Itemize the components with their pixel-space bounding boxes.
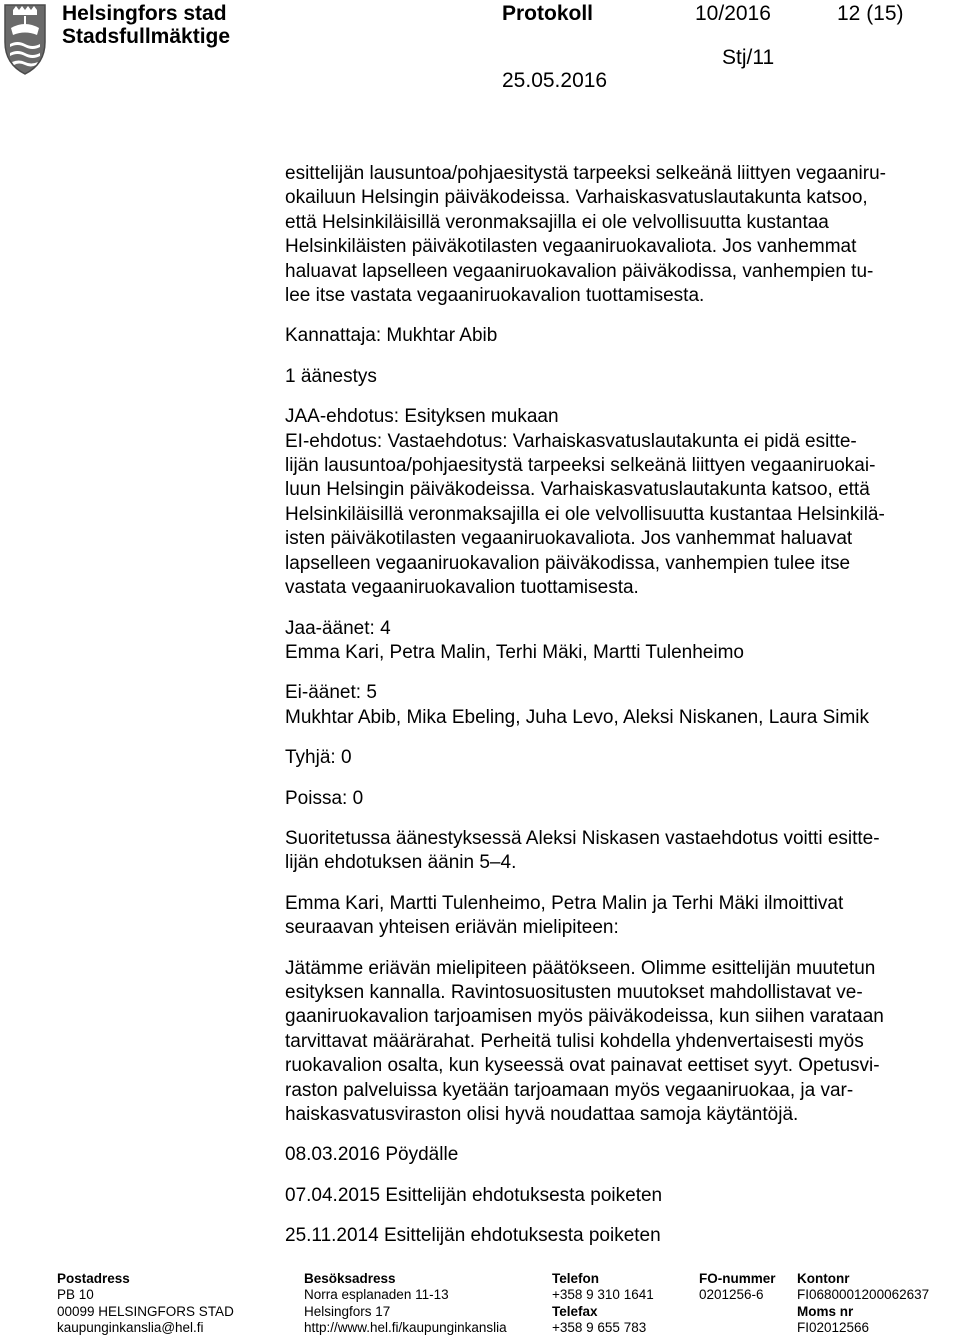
text-line: lee itse vastata vegaaniruokavalion tuottamisesta. <box>285 285 705 307</box>
text-line: esityksen kannalla. Ravintosuositusten muutokset mahdollistavat ve- <box>285 981 863 1003</box>
text-line: Helsinkiläisillä veronmaksajilla ei ole velvollisuutta kustantaa Helsinkilä- <box>285 503 885 525</box>
footer-label: Moms nr <box>797 1303 854 1319</box>
footer-account <box>797 1271 929 1337</box>
text-line: Helsinkiläisten päiväkotilasten vegaaniruokavaliota. Jos vanhemmat <box>285 236 857 258</box>
text-line: EI-ehdotus: Vastaehdotus: Varhaiskasvatuslautakunta ei pidä esitte- <box>285 430 857 452</box>
text-line: okailuun Helsingin päiväkodeissa. Varhaiskasvatuslautakunta katsoo, <box>285 187 868 209</box>
text-line: Jätämme eriävän mielipiteen päätökseen. Olimme esittelijän muutetun <box>285 957 876 979</box>
text-line: vastata vegaaniruokavalion tuottamisesta. <box>285 577 639 599</box>
footer-label: Postadress <box>57 1271 130 1286</box>
text-line: Suoritetussa äänestyksessä Aleksi Niskasen vastaehdotus voitti esitte- <box>285 827 880 849</box>
text-line: isten päiväkotilasten vegaaniruokavaliota. Jos vanhemmat haluavat <box>285 528 853 550</box>
dissent-statement <box>285 957 945 1128</box>
org-name: Helsingfors stad <box>62 2 227 25</box>
doc-number: 10/2016 <box>695 2 771 25</box>
footer-website: http://www.hel.fi/kaupunginkanslia <box>304 1320 507 1336</box>
footer-postal <box>57 1271 234 1337</box>
history-item: 08.03.2016 Pöydälle <box>285 1144 459 1166</box>
footer-label: Telefax <box>552 1303 598 1319</box>
ei-voters: Mukhtar Abib, Mika Ebeling, Juha Levo, Aleksi Niskanen, Laura Simik <box>285 706 870 728</box>
section-code: Stj/11 <box>722 46 775 69</box>
footer-phone <box>552 1271 654 1337</box>
vote-result <box>285 827 945 876</box>
text-line: Emma Kari, Martti Tulenheimo, Petra Malin ja Terhi Mäki ilmoittivat <box>285 892 844 914</box>
footer-value: Helsingfors 17 <box>304 1303 391 1319</box>
footer-fo <box>699 1271 776 1304</box>
org-unit: Stadsfullmäktige <box>62 25 231 48</box>
footer-value: FI02012566 <box>797 1320 870 1336</box>
text-line: lijän ehdotuksen äänin 5–4. <box>285 852 517 874</box>
ei-proposal <box>285 430 945 601</box>
text-line: gaaniruokavalion tarjoamisen myös päiväkodeissa, kun siihen varataan <box>285 1006 884 1028</box>
text-line: tarvittavat määrärahat. Perheitä tulisi kohdella yhdenvertaisesti myös <box>285 1030 864 1052</box>
footer-label: Besöksadress <box>304 1271 396 1286</box>
history-item: 25.11.2014 Esittelijän ehdotuksesta poiketen <box>285 1225 661 1247</box>
jaa-votes-label: Jaa-äänet: 4 <box>285 617 391 639</box>
meeting-date: 25.05.2016 <box>502 69 608 92</box>
text-line: raston palveluissa kyetään tarjoamaan myös vegaaniruokaa, ja var- <box>285 1079 854 1101</box>
footer-visit <box>304 1271 507 1337</box>
footer-value: Norra esplanaden 11-13 <box>304 1287 449 1303</box>
dissent-intro <box>285 892 945 941</box>
page-footer <box>0 1271 960 1337</box>
text-line: haiskasvatusviraston olisi hyvä noudattaa samoja käytäntöjä. <box>285 1104 799 1125</box>
footer-label: Telefon <box>552 1271 599 1286</box>
absent-votes: Poissa: 0 <box>285 787 364 809</box>
text-line: haluavat lapselleen vegaaniruokavalion päiväkodissa, vanhempien tu- <box>285 260 874 282</box>
footer-value: +358 9 655 783 <box>552 1320 647 1336</box>
text-line: luun Helsingin päiväkodeissa. Varhaiskasvatuslautakunta katsoo, että <box>285 479 870 501</box>
helsinki-coat-of-arms-icon <box>2 2 48 76</box>
vote-title: 1 äänestys <box>285 365 377 387</box>
footer-value: FI0680001200062637 <box>797 1287 930 1303</box>
jaa-proposal: JAA-ehdotus: Esityksen mukaan <box>285 406 559 428</box>
text-line: esittelijän lausuntoa/pohjaesitystä tarpeeksi selkeänä liittyen vegaaniru- <box>285 163 886 184</box>
paragraph-background <box>285 162 945 308</box>
doc-type: Protokoll <box>502 2 594 25</box>
footer-label: Kontonr <box>797 1271 850 1286</box>
footer-value: 0201256-6 <box>699 1287 764 1303</box>
text-line: että Helsinkiläisillä veronmaksajilla ei ole velvollisuutta kustantaa <box>285 211 829 233</box>
blank-votes: Tyhjä: 0 <box>285 747 352 769</box>
footer-value: 00099 HELSINGFORS STAD <box>57 1303 234 1319</box>
footer-email: kaupunginkanslia@hel.fi <box>57 1320 204 1336</box>
document-body <box>285 162 945 1249</box>
text-line: lijän lausuntoa/pohjaesitystä tarpeeksi selkeänä liittyen vegaaniruokai- <box>285 455 876 477</box>
footer-value: PB 10 <box>57 1287 94 1303</box>
footer-value: +358 9 310 1641 <box>552 1287 654 1303</box>
text-line: seuraavan yhteisen eriävän mielipiteen: <box>285 917 619 939</box>
text-line: lapselleen vegaaniruokavalion päiväkodissa, vanhempien tulee itse <box>285 552 851 574</box>
supporter: Kannattaja: Mukhtar Abib <box>285 325 498 347</box>
history-item: 07.04.2015 Esittelijän ehdotuksesta poiketen <box>285 1184 663 1206</box>
ei-votes-label: Ei-äänet: 5 <box>285 682 377 704</box>
text-line: ruokavalion osalta, kun kyseessä ovat painavat eettiset syyt. Opetusvi- <box>285 1055 880 1077</box>
page-number: 12 (15) <box>837 2 904 25</box>
footer-label: FO-nummer <box>699 1271 776 1286</box>
jaa-voters: Emma Kari, Petra Malin, Terhi Mäki, Martti Tulenheimo <box>285 641 744 663</box>
